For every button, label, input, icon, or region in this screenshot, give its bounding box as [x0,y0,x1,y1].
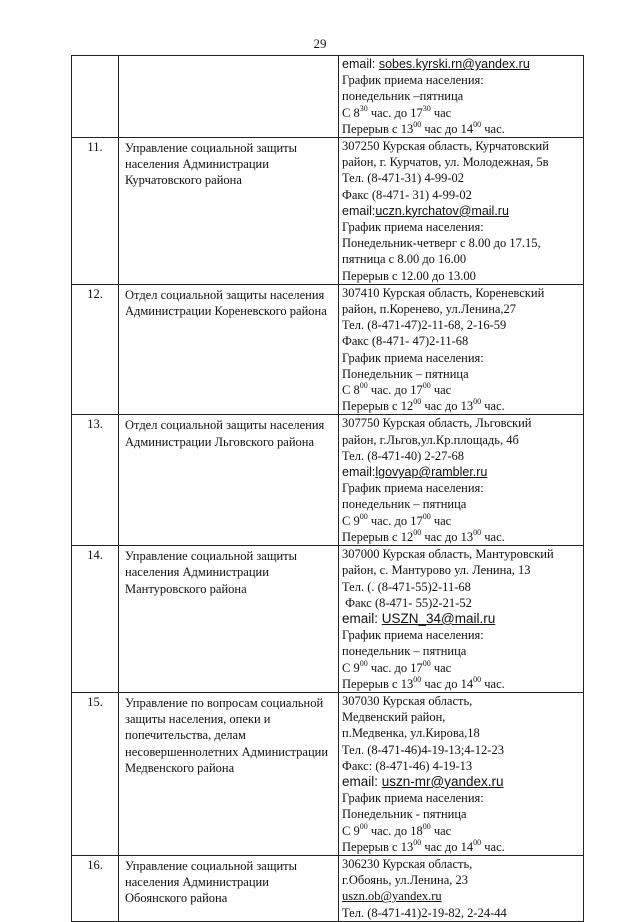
row-number: 16. [72,855,119,921]
email-line: email: uszn-mr@yandex.ru [342,773,504,789]
schedule-title: График приема населения: [342,220,484,235]
schedule-break: Перерыв с $12^{00}$ час до $13^{00}$ час. [342,527,505,544]
schedule-break: Перерыв с $13^{00}$ час до $14^{00}$ час. [342,837,505,854]
table-row [72,855,584,921]
schedule-title: График приема населения: [342,481,484,496]
schedule-days: понедельник –пятница [342,89,464,104]
schedule-days: понедельник – пятница [342,497,467,512]
row-number: 11. [72,138,119,285]
address-line: Медвенский район, [342,710,446,725]
schedule-break: Перерыв с 12.00 до 13.00 [342,268,476,283]
address-line: 307000 Курская область, Мантуровский [342,547,554,562]
email-line: email: USZN_34@mail.ru [342,610,496,626]
address-line: 307250 Курская область, Курчатовский [342,139,549,154]
schedule-days: пятница с 8.00 до 16.00 [342,252,467,267]
email-line: email:uczn.kyrchatov@mail.ru [342,203,509,218]
schedule-break: Перерыв с $12^{00}$ час до $13^{00}$ час. [342,397,505,414]
row-number: 15. [72,692,119,855]
schedule-hours: С $9^{00}$ час. до $18^{00}$ час [342,821,452,838]
phone-line: Тел. (8-471-31) 4-99-02 [342,171,465,186]
schedule-days: Понедельник-четверг с 8.00 до 17.15, [342,236,541,251]
table-row [72,56,584,138]
schedule-title: График приема населения: [342,791,484,806]
address-line: г.Обоянь, ул.Ленина, 23 [342,873,469,888]
email-line: email:lgovyap@rambler.ru [342,465,488,480]
table-row [72,692,584,855]
contact-cell [339,415,584,546]
schedule-days: понедельник – пятница [342,644,467,659]
phone-line: Тел. (8-471-46)4-19-13;4-12-23 [342,742,504,757]
address-line: 307410 Курская область, Кореневский [342,285,545,300]
email-link[interactable]: sobes.kyrski.rn@yandex.ru [378,57,530,71]
address-line: район, с. Мантурово ул. Ленина, 13 [342,563,531,578]
row-number: 14. [72,546,119,693]
email-link[interactable]: lgovyap@rambler.ru [375,465,488,480]
fax-line: Факс (8-471- 31) 4-99-02 [342,187,472,202]
organization-name: Управление социальной защиты населения Администрации Мантуровского района [119,546,339,693]
schedule-hours: С $9^{00}$ час. до $17^{00}$ час [342,511,452,528]
address-line: 306230 Курская область, [342,856,473,871]
contact-cell [339,855,584,921]
phone-line: Тел. (8-471-41)2-19-82, 2-24-44 [342,905,507,920]
address-line: 307750 Курская область, Льговский [342,416,532,431]
address-line: п.Медвенка, ул.Кирова,18 [342,726,480,741]
address-line: район, г. Курчатов, ул. Молодежная, 5в [342,155,549,170]
email-line: email: sobes.kyrski.rn@yandex.ru [342,57,530,71]
row-number [72,56,119,138]
organization-name [119,56,339,138]
address-line: район, п.Коренево, ул.Ленина,27 [342,302,517,317]
table-row [72,138,584,285]
schedule-title: График приема населения: [342,628,484,643]
table-row [72,546,584,693]
schedule-title: График приема населения: [342,350,484,365]
organization-name: Отдел социальной защиты населения Администрации Кореневского района [119,284,339,415]
fax-line: Факс (8-471- 47)2-11-68 [342,334,469,349]
fax-line: Факс: (8-471-46) 4-19-13 [342,758,473,773]
email-link[interactable]: USZN_34@mail.ru [381,610,496,626]
phone-line: Тел. (8-471-47)2-11-68, 2-16-59 [342,318,507,333]
schedule-days: Понедельник – пятница [342,366,469,381]
contact-cell [339,546,584,693]
contact-cell [339,56,584,138]
organization-name: Отдел социальной защиты населения Администрации Льговского района [119,415,339,546]
table-row [72,415,584,546]
row-number: 13. [72,415,119,546]
schedule-hours: С $8^{00}$ час. до $17^{00}$ час [342,381,452,398]
social-protection-table [71,55,584,922]
schedule-break: Перерыв с $13^{00}$ час до $14^{00}$ час. [342,119,505,136]
phone-line: Тел. (. (8-471-55)2-11-68 [342,579,471,594]
organization-name: Управление по вопросам социальной защиты населения, опеки и попечительства, делам несовершеннолетних Администрации Медвенского района [119,692,339,855]
email-link[interactable]: uszn-mr@yandex.ru [381,773,504,789]
phone-line: Тел. (8-471-40) 2-27-68 [342,448,465,463]
organization-name: Управление социальной защиты населения Администрации Курчатовского района [119,138,339,285]
email-link[interactable]: uczn.kyrchatov@mail.ru [375,203,509,218]
fax-line: Факс (8-471- 55)2-21-52 [342,595,472,610]
table-row [72,284,584,415]
schedule-hours: С $8^{30}$ час. до $17^{30}$ час [342,103,452,120]
contact-cell [339,138,584,285]
email-link[interactable]: uszn.ob@yandex.ru [342,889,442,904]
organization-name: Управление социальной защиты населения Администрации Обоянского района [119,855,339,921]
schedule-title: График приема населения: [342,73,484,88]
contact-cell [339,284,584,415]
schedule-days: Понедельник - пятница [342,807,467,822]
address-line: 307030 Курская область, [342,693,473,708]
address-line: район, г.Льгов,ул.Кр.площадь, 4б [342,432,519,447]
contact-cell [339,692,584,855]
schedule-hours: С $9^{00}$ час. до $17^{00}$ час [342,658,452,675]
schedule-break: Перерыв с $13^{00}$ час до $14^{00}$ час. [342,674,505,691]
row-number: 12. [72,284,119,415]
page-number: 29 [313,36,327,51]
